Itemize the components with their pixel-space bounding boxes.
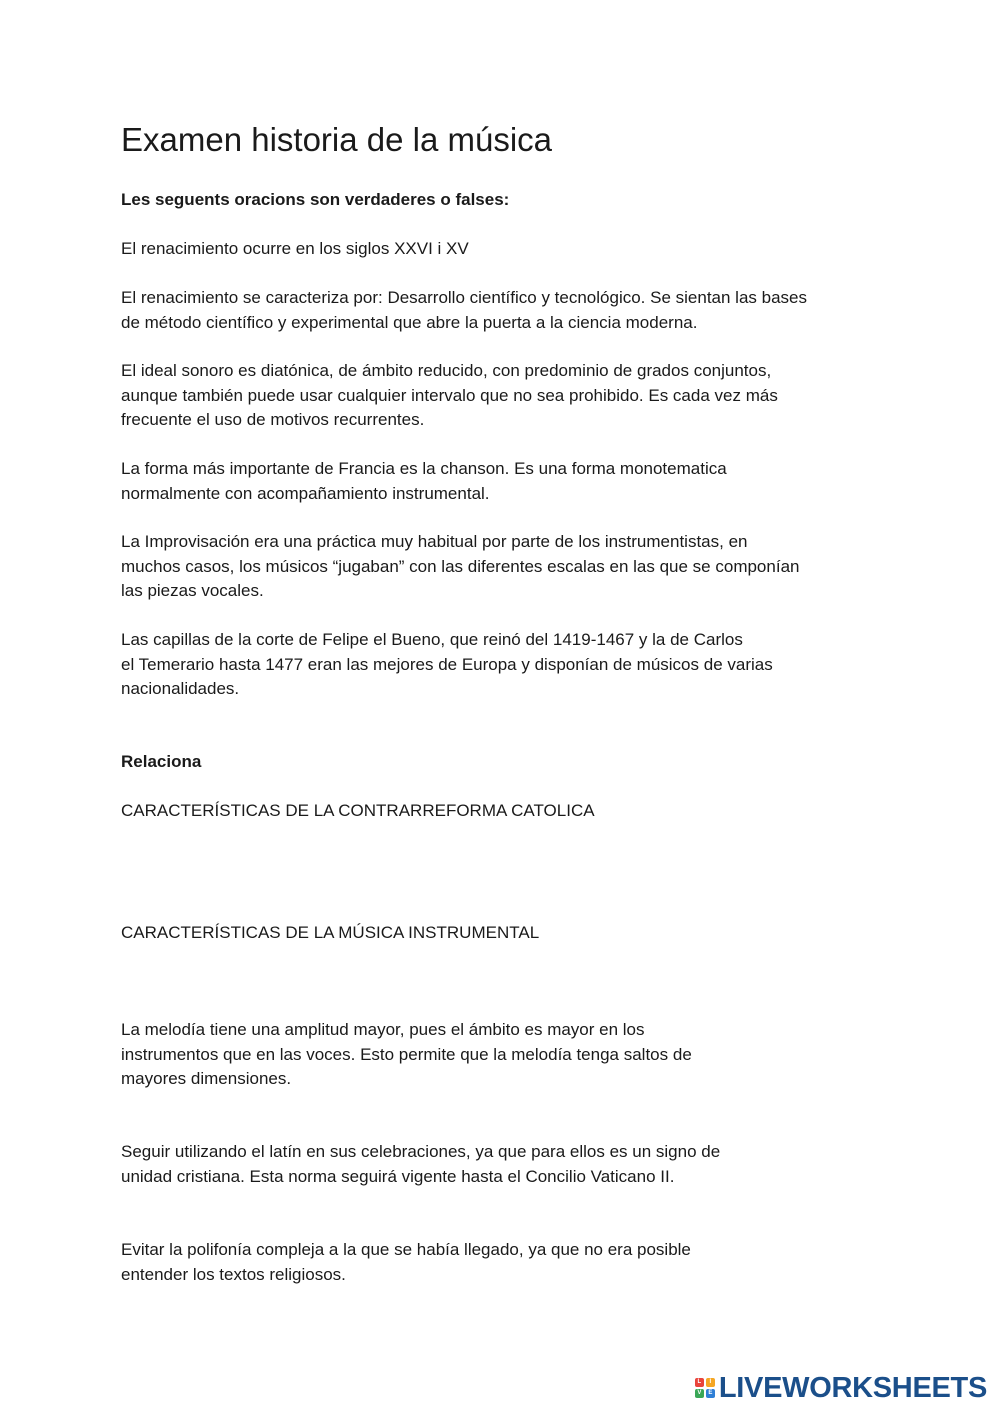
option-line: Seguir utilizando el latín en sus celebraciones, ya que para ellos es un signo de [121,1142,721,1161]
liveworksheets-logo-icon [695,1378,715,1398]
liveworksheets-logo [695,1372,987,1404]
option-line: mayores dimensiones. [121,1069,292,1088]
category-contrarreforma: CARACTERÍSTICAS DE LA CONTRARREFORMA CATOLICA [121,801,595,820]
option-line: instrumentos que en las voces. Esto permite que la melodía tenga saltos de [121,1044,692,1064]
option-line: La melodía tiene una amplitud mayor, pues el ámbito es mayor en los [121,1020,645,1039]
section2-heading: Relaciona [121,752,202,771]
statement-5 [121,530,799,604]
category-musica-instrumental: CARACTERÍSTICAS DE LA MÚSICA INSTRUMENTAL [121,923,540,942]
statement-3 [121,359,778,433]
logo-square-i: I [706,1378,715,1387]
option-line: entender los textos religiosos. [121,1264,346,1284]
statement-line: el Temerario hasta 1477 eran las mejores de Europa y disponían de músicos de varias [121,654,773,674]
statement-2 [121,286,807,335]
logo-square-v: V [695,1389,704,1398]
logo-square-e: E [706,1389,715,1398]
section1-heading: Les seguents oracions son verdaderes o falses: [121,190,510,209]
statement-1 [121,237,469,262]
statement-line: El ideal sonoro es diatónica, de ámbito reducido, con predominio de grados conjuntos, [121,361,772,380]
page-title: Examen historia de la música [121,121,553,158]
statement-line: aunque también puede usar cualquier intervalo que no sea prohibido. Es cada vez más [121,385,778,405]
statement-line: La forma más importante de Francia es la chanson. Es una forma monotematica [121,459,727,478]
statement-line: La Improvisación era una práctica muy habitual por parte de los instrumentistas, en [121,532,748,551]
match-option-1 [121,1018,692,1092]
statement-6 [121,628,773,702]
statement-line: Las capillas de la corte de Felipe el Bueno, que reinó del 1419-1467 y la de Carlos [121,630,743,649]
logo-square-l: L [695,1378,704,1387]
statement-line: El renacimiento se caracteriza por: Desarrollo científico y tecnológico. Se sientan las bases [121,288,808,307]
match-option-2 [121,1140,720,1189]
option-line: Evitar la polifonía compleja a la que se había llegado, ya que no era posible [121,1240,691,1259]
match-option-3 [121,1238,691,1287]
statement-line: de método científico y experimental que abre la puerta a la ciencia moderna. [121,312,698,332]
statement-line: nacionalidades. [121,679,240,698]
statement-4 [121,457,727,506]
statement-line: El renacimiento ocurre en los siglos XXVI i XV [121,239,469,258]
statement-line: muchos casos, los músicos “jugaban” con las diferentes escalas en las que se componían [121,556,800,576]
statement-line: las piezas vocales. [121,581,264,600]
option-line: unidad cristiana. Esta norma seguirá vigente hasta el Concilio Vaticano II. [121,1166,675,1186]
statement-line: frecuente el uso de motivos recurrentes. [121,410,425,429]
logo-text: LIVEWORKSHEETS [718,1372,987,1404]
statement-line: normalmente con acompañamiento instrumental. [121,483,490,503]
